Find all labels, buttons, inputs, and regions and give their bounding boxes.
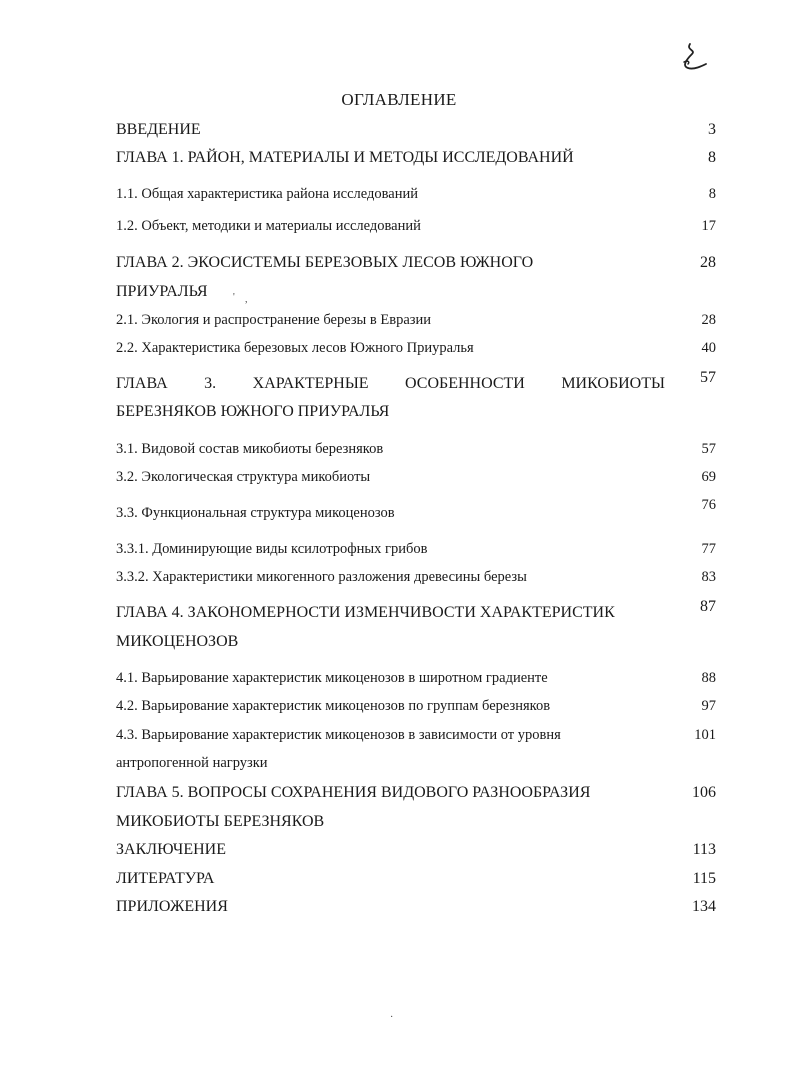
toc-word: МИКОБИОТЫ	[561, 375, 665, 392]
toc-entry-label: 1.2. Объект, методики и материалы исследований	[116, 218, 421, 234]
toc-entry-page: 88	[701, 670, 716, 686]
toc-entry-label: ПРИЛОЖЕНИЯ	[116, 898, 228, 915]
toc-word: ГЛАВА	[116, 375, 168, 392]
handwritten-page-mark	[676, 40, 710, 74]
toc-entry-page: 69	[701, 469, 716, 485]
toc-entry-label-line1	[116, 375, 665, 393]
toc-entry-page: 57	[701, 441, 716, 457]
toc-entry-page: 3	[708, 121, 716, 138]
toc-entry-label: ВВЕДЕНИЕ	[116, 121, 201, 138]
toc-entry-page: 17	[701, 218, 716, 234]
toc-entry-page: 77	[701, 541, 716, 557]
toc-entry-label-line2: МИКОБИОТЫ БЕРЕЗНЯКОВ	[116, 813, 325, 830]
toc-entry-page: 106	[692, 784, 716, 801]
toc-entry-page: 8	[708, 149, 716, 166]
toc-entry-label: 3.3. Функциональная структура микоценозов	[116, 505, 395, 521]
scan-speck: ·	[390, 1012, 394, 1023]
toc-entry-page: 97	[701, 698, 716, 714]
toc-word: ХАРАКТЕРНЫЕ	[252, 375, 369, 392]
toc-entry-label: ГЛАВА 1. РАЙОН, МАТЕРИАЛЫ И МЕТОДЫ ИССЛЕДОВАНИЙ	[116, 149, 574, 166]
toc-entry-label: 1.1. Общая характеристика района исследований	[116, 186, 418, 202]
toc-entry-label: 4.2. Варьирование характеристик микоценозов по группам березняков	[116, 698, 551, 714]
toc-word: ОСОБЕННОСТИ	[405, 375, 525, 392]
toc-entry-label-line1: ГЛАВА 5. ВОПРОСЫ СОХРАНЕНИЯ ВИДОВОГО РАЗНООБРАЗИЯ	[116, 784, 591, 801]
toc-entry-label: ЗАКЛЮЧЕНИЕ	[116, 841, 226, 858]
toc-entry-page: 115	[692, 870, 716, 887]
toc-entry-label-line2: ПРИУРАЛЬЯ	[116, 283, 208, 300]
toc-entry-page: 134	[692, 898, 716, 915]
toc-entry-label-line2: БЕРЕЗНЯКОВ ЮЖНОГО ПРИУРАЛЬЯ	[116, 403, 390, 420]
toc-entry-page: 28	[700, 254, 716, 271]
toc-entry-label: 3.2. Экологическая структура микобиоты	[116, 469, 371, 485]
toc-entry-label: 3.3.1. Доминирующие виды ксилотрофных грибов	[116, 541, 428, 557]
toc-entry-label-line2: МИКОЦЕНОЗОВ	[116, 633, 239, 650]
toc-entry-page: 76	[701, 497, 716, 513]
toc-entry-page: 101	[694, 727, 716, 743]
toc-entry-label: 2.1. Экология и распространение березы в Евразии	[116, 312, 432, 328]
toc-entry-page: 87	[700, 598, 716, 615]
toc-entry-label: 2.2. Характеристика березовых лесов Южного Приуралья	[116, 340, 474, 356]
toc-entry-label-line2: антропогенной нагрузки	[116, 755, 268, 771]
toc-entry-page: 113	[692, 841, 716, 858]
toc-entry-page: 28	[701, 312, 716, 328]
toc-word: 3.	[204, 375, 217, 392]
toc-entry-label: ЛИТЕРАТУРА	[116, 870, 215, 887]
toc-entry-label: 4.1. Варьирование характеристик микоценозов в широтном градиенте	[116, 670, 548, 686]
toc-entry-label-line1: ГЛАВА 2. ЭКОСИСТЕМЫ БЕРЕЗОВЫХ ЛЕСОВ ЮЖНОГО	[116, 254, 534, 271]
toc-entry-page: 57	[700, 369, 716, 386]
toc-entry-label-line1: 4.3. Варьирование характеристик микоценозов в зависимости от уровня	[116, 727, 561, 743]
page-title: ОГЛАВЛЕНИЕ	[341, 90, 457, 109]
scan-speck: ,	[245, 294, 248, 305]
toc-entry-label-line1: ГЛАВА 4. ЗАКОНОМЕРНОСТИ ИЗМЕНЧИВОСТИ ХАРАКТЕРИСТИК	[116, 604, 615, 621]
toc-entry-page: 40	[701, 340, 716, 356]
toc-entry-label: 3.1. Видовой состав микобиоты березняков	[116, 441, 384, 457]
toc-entry-page: 8	[708, 186, 716, 202]
scan-speck: '	[233, 292, 235, 303]
toc-entry-label: 3.3.2. Характеристики микогенного разложения древесины березы	[116, 569, 527, 585]
toc-entry-page: 83	[701, 569, 716, 585]
